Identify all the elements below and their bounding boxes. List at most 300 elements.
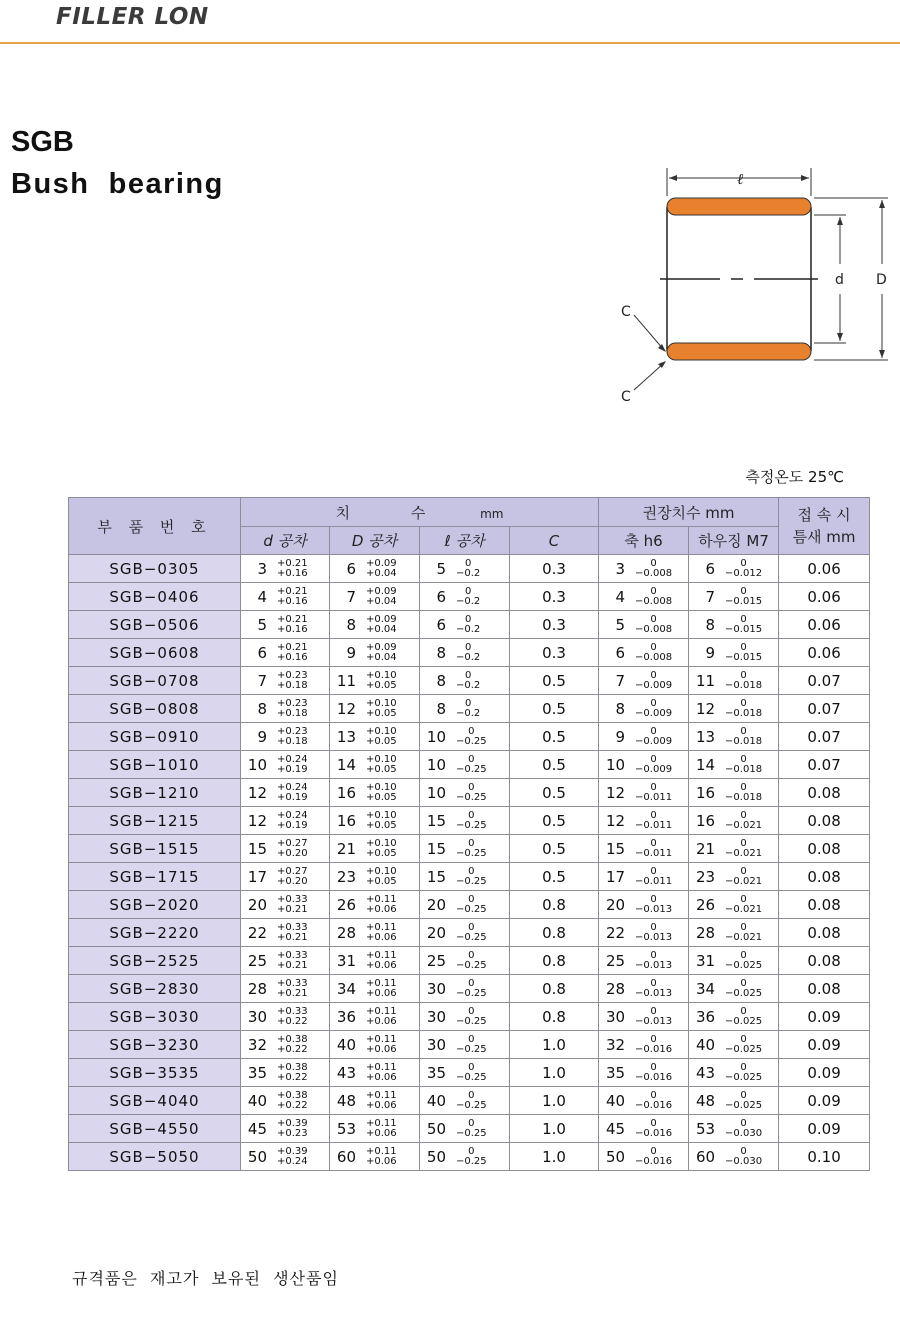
clearance-value: 0.08 — [779, 975, 870, 1003]
s-cell — [599, 639, 689, 667]
tolerance-upper: +0.33 — [277, 977, 308, 989]
chamfer-value: 0.8 — [510, 975, 599, 1003]
tolerance — [456, 727, 487, 747]
d-cell — [241, 751, 330, 779]
table-row — [69, 975, 870, 1003]
tolerance-lower: +0.05 — [366, 791, 397, 803]
s-cell — [599, 1059, 689, 1087]
tolerance-upper: +0.33 — [277, 1005, 308, 1017]
table-row — [69, 1031, 870, 1059]
tolerance-upper: 0 — [650, 1005, 657, 1017]
tolerance-lower: −0.021 — [725, 903, 763, 915]
part-number: SGB−0910 — [69, 723, 241, 751]
d-cell — [241, 723, 330, 751]
clearance-value: 0.06 — [779, 583, 870, 611]
part-number: SGB−5050 — [69, 1143, 241, 1171]
tolerance-lower: −0.025 — [725, 1043, 763, 1055]
D-cell — [330, 1003, 420, 1031]
tolerance — [635, 923, 672, 943]
nominal-value: 50 — [426, 1119, 446, 1138]
tolerance-lower: +0.05 — [366, 707, 397, 719]
D-cell — [330, 947, 420, 975]
tolerance-upper: 0 — [740, 1089, 747, 1101]
nominal-value: 12 — [336, 699, 356, 718]
tolerance-lower: −0.011 — [635, 847, 673, 859]
tolerance-upper: +0.11 — [366, 977, 397, 989]
s-cell — [599, 807, 689, 835]
tolerance-lower: −0.012 — [725, 567, 763, 579]
l-cell — [420, 695, 510, 723]
D-cell — [330, 835, 420, 863]
nominal-value: 50 — [426, 1147, 446, 1166]
nominal-value: 12 — [695, 699, 716, 718]
tolerance-lower: +0.22 — [277, 1015, 308, 1027]
s-cell — [599, 891, 689, 919]
tolerance-lower: −0.030 — [725, 1155, 763, 1167]
part-number: SGB−3535 — [69, 1059, 241, 1087]
nominal-value: 8 — [436, 699, 446, 718]
nominal-value: 35 — [605, 1063, 626, 1082]
tolerance-upper: 0 — [740, 1061, 747, 1073]
nominal-value: 23 — [695, 867, 716, 886]
tolerance-upper: +0.10 — [366, 697, 397, 709]
tolerance — [277, 1147, 308, 1167]
nominal-value: 40 — [695, 1035, 716, 1054]
tolerance-upper: 0 — [650, 725, 657, 737]
tolerance-lower: −0.016 — [635, 1127, 673, 1139]
tolerance-lower: −0.2 — [456, 651, 481, 663]
h-cell — [689, 779, 779, 807]
l-cell — [420, 1087, 510, 1115]
tolerance-lower: −0.025 — [725, 1071, 763, 1083]
s-cell — [599, 863, 689, 891]
tolerance-lower: −0.016 — [635, 1099, 673, 1111]
nominal-value: 11 — [695, 671, 716, 690]
tolerance-upper: 0 — [650, 1061, 657, 1073]
nominal-value: 10 — [426, 755, 446, 774]
tolerance-upper: +0.11 — [366, 1005, 397, 1017]
nominal-value: 20 — [426, 923, 446, 942]
table-row — [69, 639, 870, 667]
d-cell — [241, 919, 330, 947]
tolerance-lower: −0.008 — [635, 651, 673, 663]
header-D-tolerance: D 공차 — [330, 527, 420, 555]
D-cell — [330, 639, 420, 667]
clearance-value: 0.08 — [779, 835, 870, 863]
nominal-value: 6 — [436, 587, 446, 606]
nominal-value: 28 — [605, 979, 626, 998]
tolerance-upper: +0.23 — [277, 697, 308, 709]
part-number: SGB−0708 — [69, 667, 241, 695]
clearance-value: 0.08 — [779, 947, 870, 975]
tolerance — [456, 1007, 487, 1027]
tolerance-lower: +0.21 — [277, 931, 308, 943]
l-cell — [420, 779, 510, 807]
tolerance — [366, 895, 397, 915]
l-cell — [420, 835, 510, 863]
tolerance-lower: −0.021 — [725, 819, 763, 831]
tolerance-upper: +0.21 — [277, 641, 308, 653]
h-cell — [689, 1087, 779, 1115]
tolerance — [456, 699, 480, 719]
tolerance-lower: +0.22 — [277, 1043, 308, 1055]
tolerance — [725, 979, 762, 999]
d-cell — [241, 891, 330, 919]
tolerance — [725, 867, 762, 887]
tolerance — [456, 1147, 487, 1167]
d-cell — [241, 1031, 330, 1059]
chamfer-value: 1.0 — [510, 1143, 599, 1171]
nominal-value: 4 — [615, 587, 626, 606]
tolerance-upper: 0 — [740, 1033, 747, 1045]
table-row — [69, 807, 870, 835]
tolerance-lower: −0.021 — [725, 847, 763, 859]
s-cell — [599, 1115, 689, 1143]
tolerance — [277, 643, 308, 663]
bush-wall-bottom — [667, 343, 811, 360]
l-cell — [420, 1003, 510, 1031]
header-dimensions: 치 수 mm — [241, 498, 599, 527]
tolerance-upper: 0 — [468, 725, 475, 737]
part-number: SGB−1715 — [69, 863, 241, 891]
d-cell — [241, 611, 330, 639]
d-cell — [241, 1143, 330, 1171]
tolerance-upper: 0 — [468, 1089, 475, 1101]
tolerance-lower: +0.05 — [366, 819, 397, 831]
part-number: SGB−0406 — [69, 583, 241, 611]
tolerance-lower: −0.013 — [635, 959, 673, 971]
tolerance-lower: −0.018 — [725, 763, 763, 775]
tolerance — [277, 615, 308, 635]
tolerance-lower: +0.06 — [366, 1015, 397, 1027]
nominal-value: 3 — [257, 559, 267, 578]
nominal-value: 3 — [615, 559, 626, 578]
tolerance-lower: −0.25 — [456, 791, 487, 803]
tolerance-lower: −0.25 — [456, 987, 487, 999]
tolerance-upper: 0 — [740, 585, 747, 597]
tolerance-upper: 0 — [740, 949, 747, 961]
D-cell — [330, 975, 420, 1003]
tolerance-lower: +0.22 — [277, 1099, 308, 1111]
product-code-title: SGB — [11, 126, 74, 158]
s-cell — [599, 555, 689, 583]
D-cell — [330, 891, 420, 919]
chamfer-value: 0.8 — [510, 1003, 599, 1031]
chamfer-value: 0.8 — [510, 947, 599, 975]
nominal-value: 12 — [247, 811, 267, 830]
measurement-temperature: 측정온도 25℃ — [745, 468, 844, 486]
tolerance-upper: 0 — [468, 949, 475, 961]
bush-wall-top — [667, 198, 811, 215]
tolerance — [725, 1147, 762, 1167]
nominal-value: 48 — [695, 1091, 716, 1110]
tolerance — [456, 559, 480, 579]
tolerance-lower: −0.030 — [725, 1127, 763, 1139]
chamfer-value: 0.3 — [510, 611, 599, 639]
tolerance-lower: −0.025 — [725, 987, 763, 999]
tolerance — [366, 755, 397, 775]
table-row — [69, 723, 870, 751]
header-housing: 하우징 M7 — [689, 527, 779, 555]
tolerance-lower: +0.16 — [277, 567, 308, 579]
tolerance-upper: +0.10 — [366, 837, 397, 849]
nominal-value: 15 — [247, 839, 267, 858]
tolerance-lower: +0.05 — [366, 763, 397, 775]
part-number: SGB−2830 — [69, 975, 241, 1003]
nominal-value: 13 — [695, 727, 716, 746]
chamfer-value: 0.5 — [510, 695, 599, 723]
nominal-value: 16 — [336, 811, 356, 830]
chamfer-value: 0.8 — [510, 891, 599, 919]
tolerance-lower: −0.25 — [456, 875, 487, 887]
chamfer-value: 0.3 — [510, 583, 599, 611]
tolerance-lower: −0.2 — [456, 567, 481, 579]
l-cell — [420, 723, 510, 751]
tolerance-lower: −0.016 — [635, 1155, 673, 1167]
tolerance-upper: +0.10 — [366, 725, 397, 737]
tolerance-upper: 0 — [740, 557, 747, 569]
nominal-value: 6 — [257, 643, 267, 662]
D-cell — [330, 1031, 420, 1059]
nominal-value: 7 — [346, 587, 356, 606]
tolerance — [456, 867, 487, 887]
tolerance-upper: +0.09 — [366, 585, 397, 597]
header-part-number: 부 품 번 호 — [69, 498, 241, 555]
tolerance — [635, 587, 672, 607]
D-cell — [330, 1143, 420, 1171]
tolerance-upper: 0 — [468, 753, 475, 765]
tolerance — [635, 615, 672, 635]
tolerance-lower: +0.19 — [277, 819, 308, 831]
nominal-value: 43 — [695, 1063, 716, 1082]
tolerance — [366, 867, 397, 887]
nominal-value: 8 — [346, 615, 356, 634]
tolerance — [277, 923, 308, 943]
nominal-value: 28 — [695, 923, 716, 942]
tolerance — [277, 755, 308, 775]
nominal-value: 11 — [336, 671, 356, 690]
nominal-value: 6 — [346, 559, 356, 578]
clearance-value: 0.08 — [779, 779, 870, 807]
tolerance-upper: 0 — [468, 1005, 475, 1017]
tolerance-upper: 0 — [468, 1117, 475, 1129]
spec-table — [68, 497, 870, 1171]
tolerance-upper: 0 — [650, 557, 657, 569]
tolerance-lower: +0.06 — [366, 1043, 397, 1055]
tolerance-lower: +0.05 — [366, 679, 397, 691]
tolerance-lower: +0.04 — [366, 595, 397, 607]
tolerance-lower: −0.016 — [635, 1043, 673, 1055]
tolerance-upper: 0 — [650, 809, 657, 821]
h-cell — [689, 639, 779, 667]
d-cell — [241, 807, 330, 835]
tolerance-upper: +0.23 — [277, 725, 308, 737]
s-cell — [599, 751, 689, 779]
nominal-value: 60 — [695, 1147, 716, 1166]
tolerance — [725, 643, 762, 663]
l-cell — [420, 863, 510, 891]
clearance-value: 0.06 — [779, 639, 870, 667]
tolerance — [366, 1035, 397, 1055]
h-cell — [689, 891, 779, 919]
tolerance-upper: 0 — [464, 697, 472, 709]
tolerance — [635, 979, 672, 999]
clearance-value: 0.09 — [779, 1059, 870, 1087]
nominal-value: 10 — [426, 727, 446, 746]
D-cell — [330, 1087, 420, 1115]
nominal-value: 8 — [436, 671, 446, 690]
D-cell — [330, 919, 420, 947]
l-cell — [420, 583, 510, 611]
table-row — [69, 667, 870, 695]
tolerance — [635, 559, 672, 579]
tolerance-upper: 0 — [740, 893, 747, 905]
table-row — [69, 611, 870, 639]
tolerance-upper: 0 — [650, 1145, 657, 1157]
tolerance-lower: −0.008 — [635, 567, 673, 579]
label-inner-diameter: d — [835, 272, 844, 288]
bush-bearing-diagram — [600, 160, 900, 410]
tolerance — [277, 671, 308, 691]
tolerance — [456, 1091, 487, 1111]
tolerance-upper: 0 — [650, 949, 657, 961]
tolerance — [456, 1119, 487, 1139]
tolerance-lower: −0.2 — [456, 595, 481, 607]
nominal-value: 9 — [615, 727, 626, 746]
nominal-value: 25 — [605, 951, 626, 970]
tolerance-lower: −0.016 — [635, 1071, 673, 1083]
s-cell — [599, 667, 689, 695]
nominal-value: 16 — [695, 811, 716, 830]
s-cell — [599, 835, 689, 863]
nominal-value: 31 — [695, 951, 716, 970]
D-cell — [330, 1059, 420, 1087]
tolerance-upper: +0.24 — [277, 809, 308, 821]
tolerance — [725, 811, 762, 831]
tolerance-upper: +0.27 — [277, 837, 308, 849]
nominal-value: 45 — [605, 1119, 626, 1138]
s-cell — [599, 1031, 689, 1059]
tolerance-upper: 0 — [740, 1005, 747, 1017]
tolerance — [277, 1091, 308, 1111]
tolerance — [725, 1063, 762, 1083]
header-divider — [0, 42, 900, 44]
s-cell — [599, 723, 689, 751]
tolerance — [366, 699, 397, 719]
nominal-value: 20 — [605, 895, 626, 914]
tolerance-lower: −0.013 — [635, 1015, 673, 1027]
tolerance-upper: 0 — [650, 613, 657, 625]
nominal-value: 15 — [605, 839, 626, 858]
tolerance-lower: +0.06 — [366, 1127, 397, 1139]
tolerance — [277, 1119, 308, 1139]
tolerance-upper: +0.24 — [277, 753, 308, 765]
tolerance-lower: +0.18 — [277, 679, 308, 691]
clearance-value: 0.08 — [779, 863, 870, 891]
header-chamfer: C — [510, 527, 599, 555]
tolerance-upper: 0 — [468, 921, 475, 933]
tolerance — [456, 923, 487, 943]
tolerance — [456, 587, 480, 607]
tolerance-upper: +0.09 — [366, 613, 397, 625]
tolerance — [277, 867, 308, 887]
chamfer-value: 1.0 — [510, 1031, 599, 1059]
label-outer-diameter: D — [876, 272, 887, 288]
tolerance — [277, 559, 308, 579]
nominal-value: 20 — [247, 895, 267, 914]
tolerance — [725, 951, 762, 971]
nominal-value: 53 — [336, 1119, 356, 1138]
nominal-value: 7 — [257, 671, 267, 690]
s-cell — [599, 695, 689, 723]
tolerance-lower: −0.009 — [635, 707, 673, 719]
h-cell — [689, 751, 779, 779]
clearance-value: 0.10 — [779, 1143, 870, 1171]
nominal-value: 25 — [426, 951, 446, 970]
d-cell — [241, 1115, 330, 1143]
tolerance-upper: 0 — [740, 725, 747, 737]
tolerance-upper: +0.33 — [277, 921, 308, 933]
chamfer-value: 0.5 — [510, 779, 599, 807]
h-cell — [689, 611, 779, 639]
l-cell — [420, 667, 510, 695]
nominal-value: 23 — [336, 867, 356, 886]
tolerance-lower: −0.011 — [635, 875, 673, 887]
d-cell — [241, 947, 330, 975]
tolerance-upper: 0 — [468, 865, 475, 877]
part-number: SGB−0608 — [69, 639, 241, 667]
nominal-value: 26 — [695, 895, 716, 914]
tolerance-upper: 0 — [650, 669, 657, 681]
nominal-value: 15 — [426, 839, 446, 858]
tolerance — [277, 587, 308, 607]
clearance-value: 0.08 — [779, 919, 870, 947]
tolerance — [456, 1035, 487, 1055]
tolerance-upper: 0 — [650, 1089, 657, 1101]
tolerance-lower: +0.06 — [366, 959, 397, 971]
tolerance — [277, 727, 308, 747]
nominal-value: 5 — [436, 559, 446, 578]
tolerance — [725, 671, 762, 691]
D-cell — [330, 1115, 420, 1143]
tolerance — [277, 811, 308, 831]
tolerance — [366, 1063, 397, 1083]
nominal-value: 12 — [605, 783, 626, 802]
tolerance-upper: 0 — [740, 977, 747, 989]
tolerance-upper: +0.11 — [366, 1145, 397, 1157]
part-number: SGB−3030 — [69, 1003, 241, 1031]
h-cell — [689, 723, 779, 751]
tolerance-upper: +0.09 — [366, 557, 397, 569]
tolerance — [277, 699, 308, 719]
nominal-value: 10 — [426, 783, 446, 802]
tolerance-upper: +0.09 — [366, 641, 397, 653]
tolerance-lower: +0.04 — [366, 651, 397, 663]
D-cell — [330, 863, 420, 891]
tolerance-lower: −0.013 — [635, 903, 673, 915]
d-cell — [241, 1087, 330, 1115]
tolerance — [635, 1035, 672, 1055]
tolerance-upper: +0.10 — [366, 865, 397, 877]
tolerance-lower: +0.20 — [277, 847, 308, 859]
tolerance — [456, 755, 487, 775]
tolerance-lower: +0.16 — [277, 651, 308, 663]
tolerance-lower: +0.05 — [366, 735, 397, 747]
s-cell — [599, 611, 689, 639]
tolerance-lower: −0.25 — [456, 959, 487, 971]
clearance-value: 0.07 — [779, 751, 870, 779]
nominal-value: 14 — [695, 755, 716, 774]
